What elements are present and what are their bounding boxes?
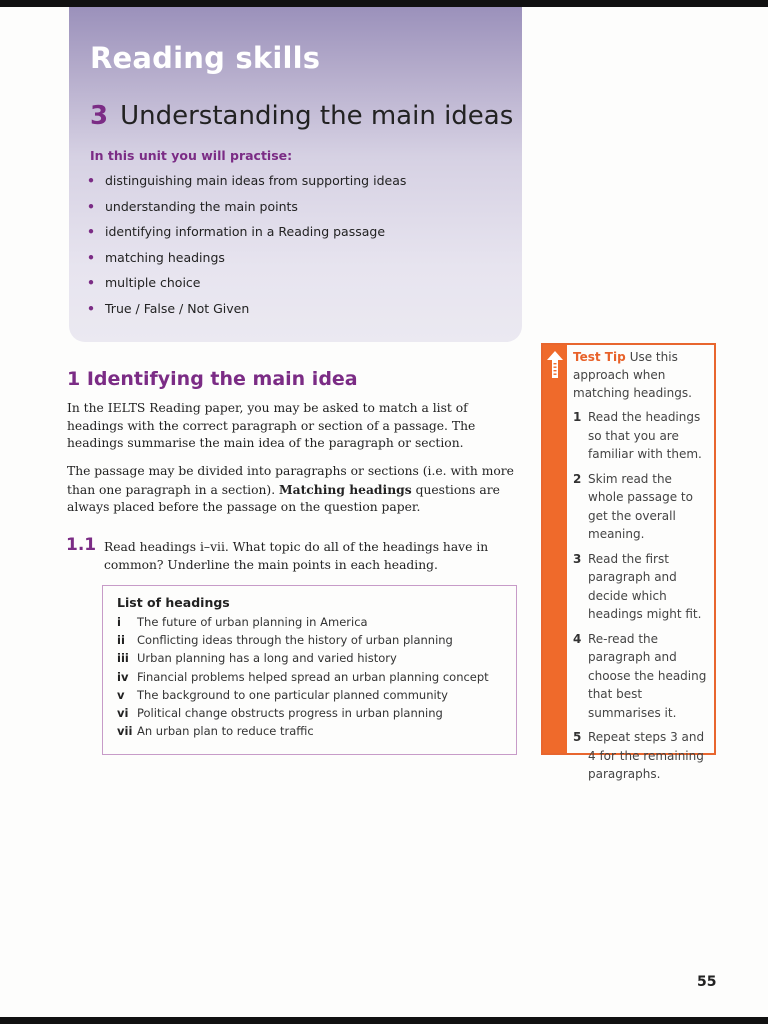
heading-item: i The future of urban planning in America <box>117 615 368 629</box>
tip-steps <box>573 408 711 784</box>
tip-step: 2 Skim read the whole passage to get the overall meaning. <box>573 471 693 541</box>
bullet-icon: • <box>87 224 95 239</box>
headings-list-box <box>102 585 517 755</box>
practise-item: • distinguishing main ideas from supporting ideas <box>87 173 407 188</box>
headings-list <box>117 615 489 742</box>
page-number: 55 <box>697 974 717 990</box>
practise-item: • understanding the main points <box>87 198 298 214</box>
bullet-icon: • <box>87 300 95 316</box>
bullet-icon: • <box>87 173 95 188</box>
heading-item: iv Financial problems helped spread an urban planning concept <box>117 669 489 684</box>
up-arrow-icon <box>546 350 564 380</box>
tip-step: 5 Repeat steps 3 and 4 for the remaining paragraphs. <box>573 730 705 781</box>
heading-item: vii An urban plan to reduce traffic <box>117 724 314 739</box>
heading-item: ii Conflicting ideas through the history of urban planning <box>117 633 453 648</box>
unit-header-panel <box>69 7 522 342</box>
task-number: 1.1 <box>66 535 97 555</box>
section-heading: 1 Identifying the main idea <box>67 368 358 390</box>
intro-paragraph: In the IELTS Reading paper, you may be asked to match a list of headings with the correct paragraph or section of a passage. The headings summarise the main idea of the paragraph or section. <box>67 401 476 450</box>
practise-item: • matching headings <box>87 249 225 265</box>
matching-headings-term: Matching headings <box>279 481 412 497</box>
heading-item: v The background to one particular planned community <box>117 687 448 702</box>
unit-title <box>90 101 513 131</box>
practise-item: • True / False / Not Given <box>87 300 250 316</box>
practise-intro: In this unit you will practise: <box>90 148 293 163</box>
practise-item: • identifying information in a Reading passage <box>87 224 386 239</box>
bullet-icon: • <box>87 249 95 265</box>
practise-list <box>87 173 406 326</box>
tip-intro: Test Tip Use this approach when matching headings. <box>573 350 692 400</box>
tip-side-bar <box>543 345 567 753</box>
tip-step: 4 Re-read the paragraph and choose the heading that best summarises it. <box>573 631 707 720</box>
heading-item: iii Urban planning has a long and varied history <box>117 651 397 666</box>
section-label: Reading skills <box>90 41 321 75</box>
passage-paragraph: The passage may be divided into paragraphs or sections (i.e. with more than one paragraph in a section). Matching headings questions are always placed before the passage on the question paper. <box>67 464 514 514</box>
tip-step: 1 Read the headings so that you are familiar with them. <box>573 410 702 461</box>
test-tip-box <box>541 343 716 781</box>
tip-label: Test Tip <box>573 350 626 364</box>
heading-item: vi Political change obstructs progress in urban planning <box>117 705 443 720</box>
tip-content <box>573 348 711 790</box>
unit-title-text: Understanding the main ideas <box>120 101 514 131</box>
headings-list-title: List of headings <box>117 595 230 610</box>
tip-step: 3 Read the first paragraph and decide which headings might fit. <box>573 551 702 621</box>
unit-number: 3 <box>90 101 109 131</box>
bullet-icon: • <box>87 275 95 290</box>
task-instructions: Read headings i–vii. What topic do all of the headings have in common? Underline the main points in each heading. <box>104 540 489 572</box>
textbook-page <box>0 7 768 1017</box>
practise-item: • multiple choice <box>87 275 201 290</box>
bullet-icon: • <box>87 198 95 214</box>
